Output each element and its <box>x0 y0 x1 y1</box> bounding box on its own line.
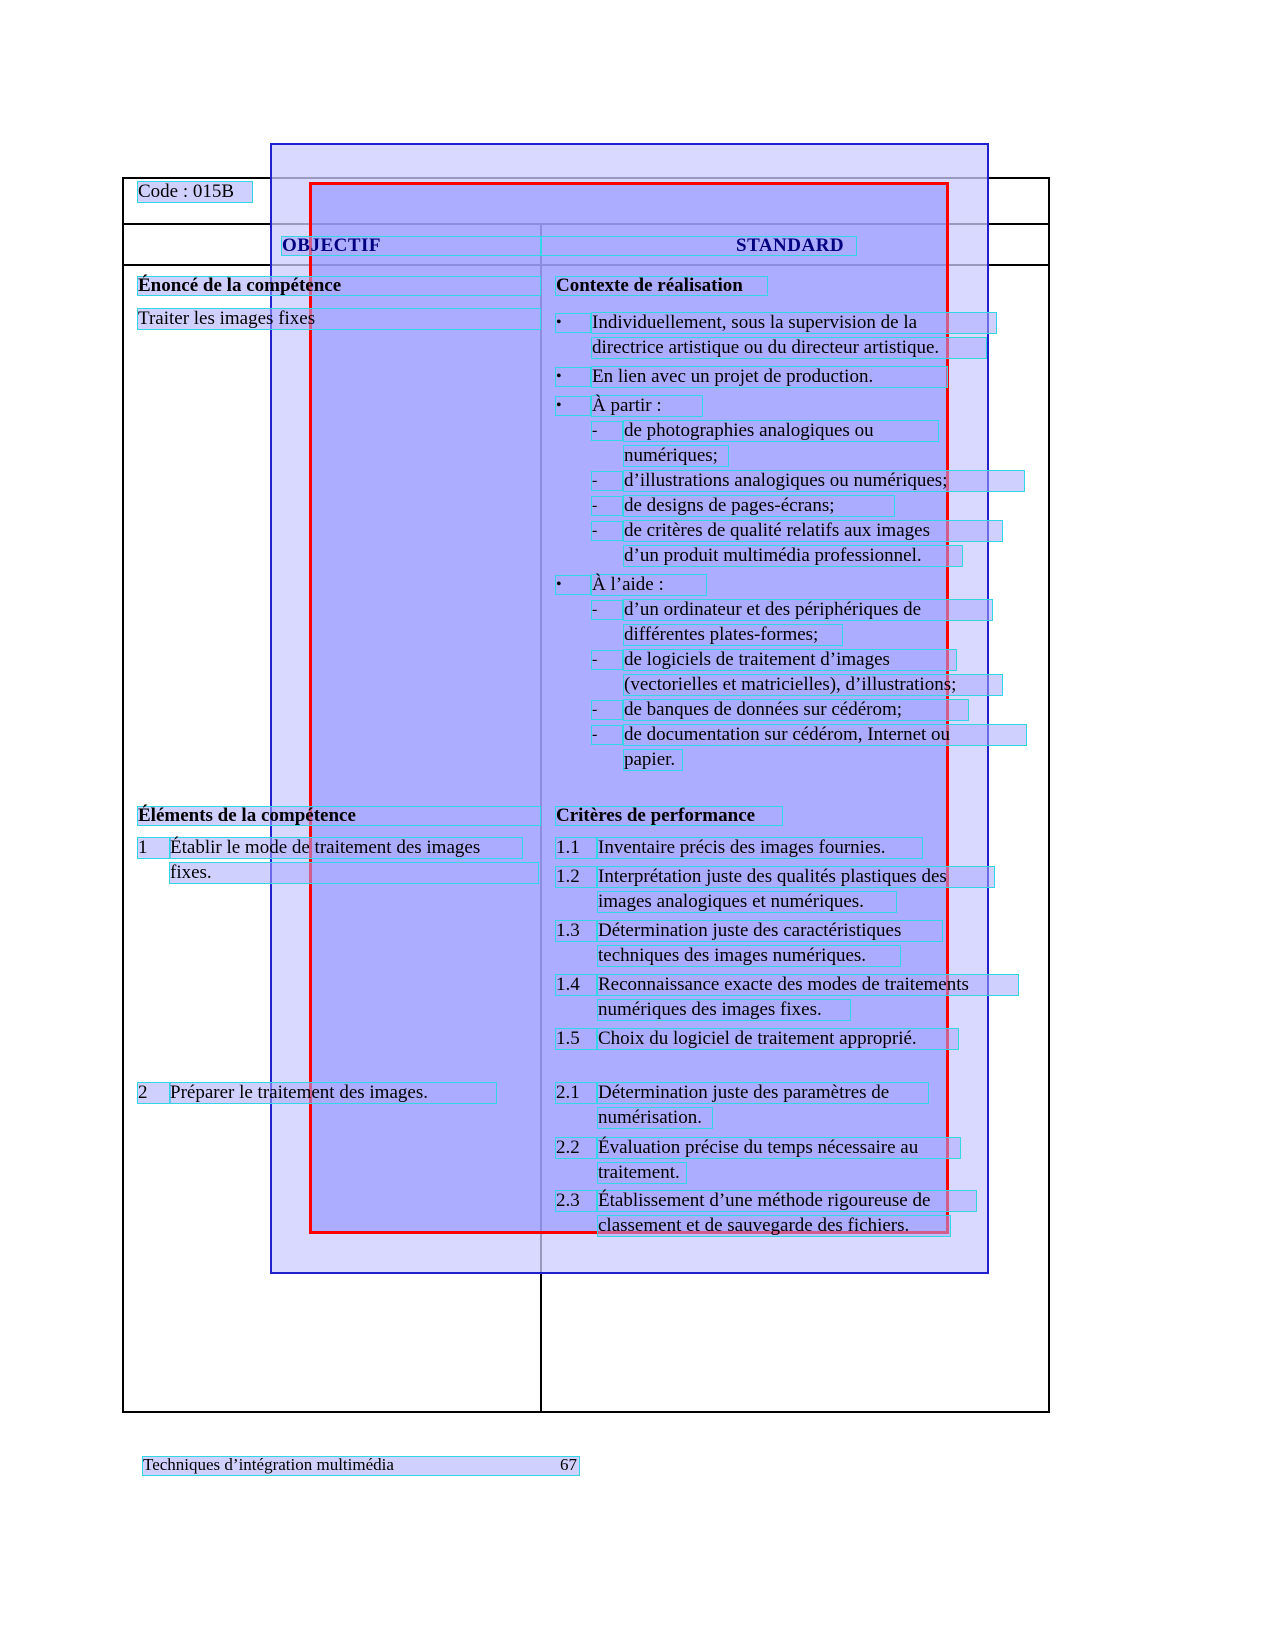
footer-title: Techniques d’intégration multimédia <box>143 1455 394 1474</box>
critere-number: 2.2 <box>556 1137 580 1158</box>
table-border-bottom <box>122 1411 1050 1413</box>
bullet-marker: • <box>556 397 562 414</box>
contexte-item-text: À partir : <box>592 395 662 416</box>
elements-title: Éléments de la compétence <box>138 805 356 826</box>
contexte-item-text: de photographies analogiques ou <box>624 420 874 441</box>
contexte-item-text: papier. <box>624 749 676 770</box>
dash-marker: - <box>592 701 598 718</box>
table-border-right <box>1048 177 1050 1413</box>
critere-number: 1.5 <box>556 1028 580 1049</box>
critere-text: Établissement d’une méthode rigoureuse de <box>598 1190 931 1211</box>
enonce-title: Énoncé de la compétence <box>138 275 342 296</box>
dash-marker: - <box>592 651 598 668</box>
contexte-item-text: d’un ordinateur et des périphériques de <box>624 599 922 620</box>
element-text: Établir le mode de traitement des images <box>170 837 481 858</box>
element-number: 2 <box>138 1082 148 1103</box>
critere-text: traitement. <box>598 1162 680 1183</box>
critere-text: numérisation. <box>598 1107 702 1128</box>
critere-text: Évaluation précise du temps nécessaire au <box>598 1137 919 1158</box>
contexte-item-text: différentes plates-formes; <box>624 624 819 645</box>
contexte-item-text: de logiciels de traitement d’images <box>624 649 890 670</box>
critere-text: Détermination juste des caractéristiques <box>598 920 902 941</box>
table-border-left <box>122 177 124 1413</box>
bullet-marker: • <box>556 368 562 385</box>
element-text: fixes. <box>170 862 212 883</box>
critere-number: 2.1 <box>556 1082 580 1103</box>
dash-marker: - <box>592 726 598 743</box>
critere-text: Inventaire précis des images fournies. <box>598 837 886 858</box>
bullet-marker: • <box>556 314 562 331</box>
header-standard: STANDARD <box>736 235 845 256</box>
critere-text: Reconnaissance exacte des modes de traitements <box>598 974 969 995</box>
critere-text: classement et de sauvegarde des fichiers. <box>598 1215 910 1236</box>
contexte-item-text: directrice artistique ou du directeur artistique. <box>592 337 940 358</box>
element-text: Préparer le traitement des images. <box>170 1082 428 1103</box>
contexte-item-text: de banques de données sur cédérom; <box>624 699 903 720</box>
contexte-item-text: d’illustrations analogiques ou numériques; <box>624 470 948 491</box>
criteres-title: Critères de performance <box>556 805 756 826</box>
contexte-item-text: Individuellement, sous la supervision de la <box>592 312 918 333</box>
contexte-item-text: de critères de qualité relatifs aux images <box>624 520 930 541</box>
critere-number: 1.2 <box>556 866 580 887</box>
critere-number: 1.4 <box>556 974 580 995</box>
critere-number: 2.3 <box>556 1190 580 1211</box>
contexte-item-text: (vectorielles et matricielles), d’illustrations; <box>624 674 957 695</box>
critere-text: images analogiques et numériques. <box>598 891 864 912</box>
critere-number: 1.1 <box>556 837 580 858</box>
contexte-item-text: d’un produit multimédia professionnel. <box>624 545 922 566</box>
dash-marker: - <box>592 497 598 514</box>
code-label: Code : 015B <box>138 181 235 202</box>
dash-marker: - <box>592 422 598 439</box>
bullet-marker: • <box>556 576 562 593</box>
dash-marker: - <box>592 472 598 489</box>
critere-number: 1.3 <box>556 920 580 941</box>
element-line-highlight <box>169 862 539 884</box>
dash-marker: - <box>592 522 598 539</box>
header-objectif: OBJECTIF <box>282 235 382 256</box>
contexte-item-text: de designs de pages-écrans; <box>624 495 835 516</box>
contexte-item-text: À l’aide : <box>592 574 664 595</box>
enonce-text: Traiter les images fixes <box>138 308 316 329</box>
critere-text: Interprétation juste des qualités plastiques des <box>598 866 947 887</box>
contexte-title: Contexte de réalisation <box>556 275 743 296</box>
element-number: 1 <box>138 837 148 858</box>
contexte-item-text: de documentation sur cédérom, Internet ou <box>624 724 951 745</box>
contexte-item-text: numériques; <box>624 445 718 466</box>
dash-marker: - <box>592 601 598 618</box>
critere-text: techniques des images numériques. <box>598 945 867 966</box>
critere-text: Détermination juste des paramètres de <box>598 1082 890 1103</box>
footer-page-number: 67 <box>560 1455 577 1474</box>
contexte-item-text: En lien avec un projet de production. <box>592 366 874 387</box>
critere-text: numériques des images fixes. <box>598 999 822 1020</box>
critere-text: Choix du logiciel de traitement approprié. <box>598 1028 917 1049</box>
